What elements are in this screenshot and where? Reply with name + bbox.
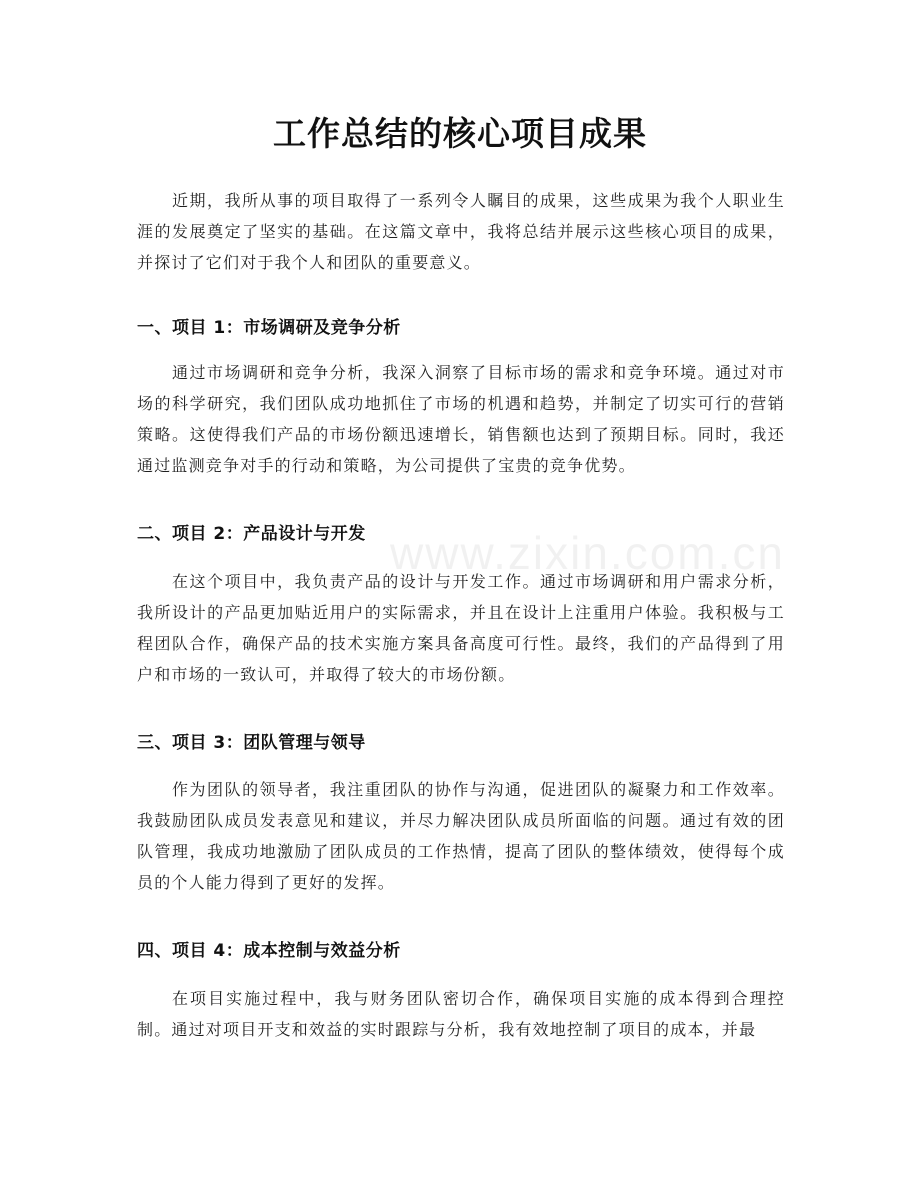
page-title: 工作总结的核心项目成果	[273, 114, 647, 153]
section-2-paragraph: 在这个项目中，我负责产品的设计与开发工作。通过市场调研和用户需求分析，我所设计的产品更加贴近用户的实际需求，并且在设计上注重用户体验。我积极与工程团队合作，确保产品的技术实施方案具备高度可行性。最终，我们的产品得到了用户和市场的一致认可，并取得了较大的市场份额。	[137, 572, 785, 684]
section-2-heading: 二、项目 2：产品设计与开发	[137, 524, 366, 544]
intro-paragraph: 近期，我所从事的项目取得了一系列令人瞩目的成果，这些成果为我个人职业生涯的发展奠定了坚实的基础。在这篇文章中，我将总结并展示这些核心项目的成果，并探讨了它们对于我个人和团队的重要意义。	[137, 191, 785, 272]
section-3-paragraph: 作为团队的领导者，我注重团队的协作与沟通，促进团队的凝聚力和工作效率。我鼓励团队成员发表意见和建议，并尽力解决团队成员所面临的问题。通过有效的团队管理，我成功地激励了团队成员的工作热情，提高了团队的整体绩效，使得每个成员的个人能力得到了更好的发挥。	[137, 780, 785, 892]
section-1-heading: 一、项目 1：市场调研及竞争分析	[137, 318, 401, 338]
section-1-paragraph: 通过市场调研和竞争分析，我深入洞察了目标市场的需求和竞争环境。通过对市场的科学研究，我们团队成功地抓住了市场的机遇和趋势，并制定了切实可行的营销策略。这使得我们产品的市场份额迅速增长，销售额也达到了预期目标。同时，我还通过监测竞争对手的行动和策略，为公司提供了宝贵的竞争优势。	[137, 363, 785, 475]
section-4-paragraph: 在项目实施过程中，我与财务团队密切合作，确保项目实施的成本得到合理控制。通过对项目开支和效益的实时跟踪与分析，我有效地控制了项目的成本，并最	[137, 989, 785, 1039]
section-3-heading: 三、项目 3：团队管理与领导	[137, 733, 366, 753]
section-4-heading: 四、项目 4：成本控制与效益分析	[137, 941, 401, 961]
watermark: www.zixin.com.cn	[390, 527, 785, 579]
